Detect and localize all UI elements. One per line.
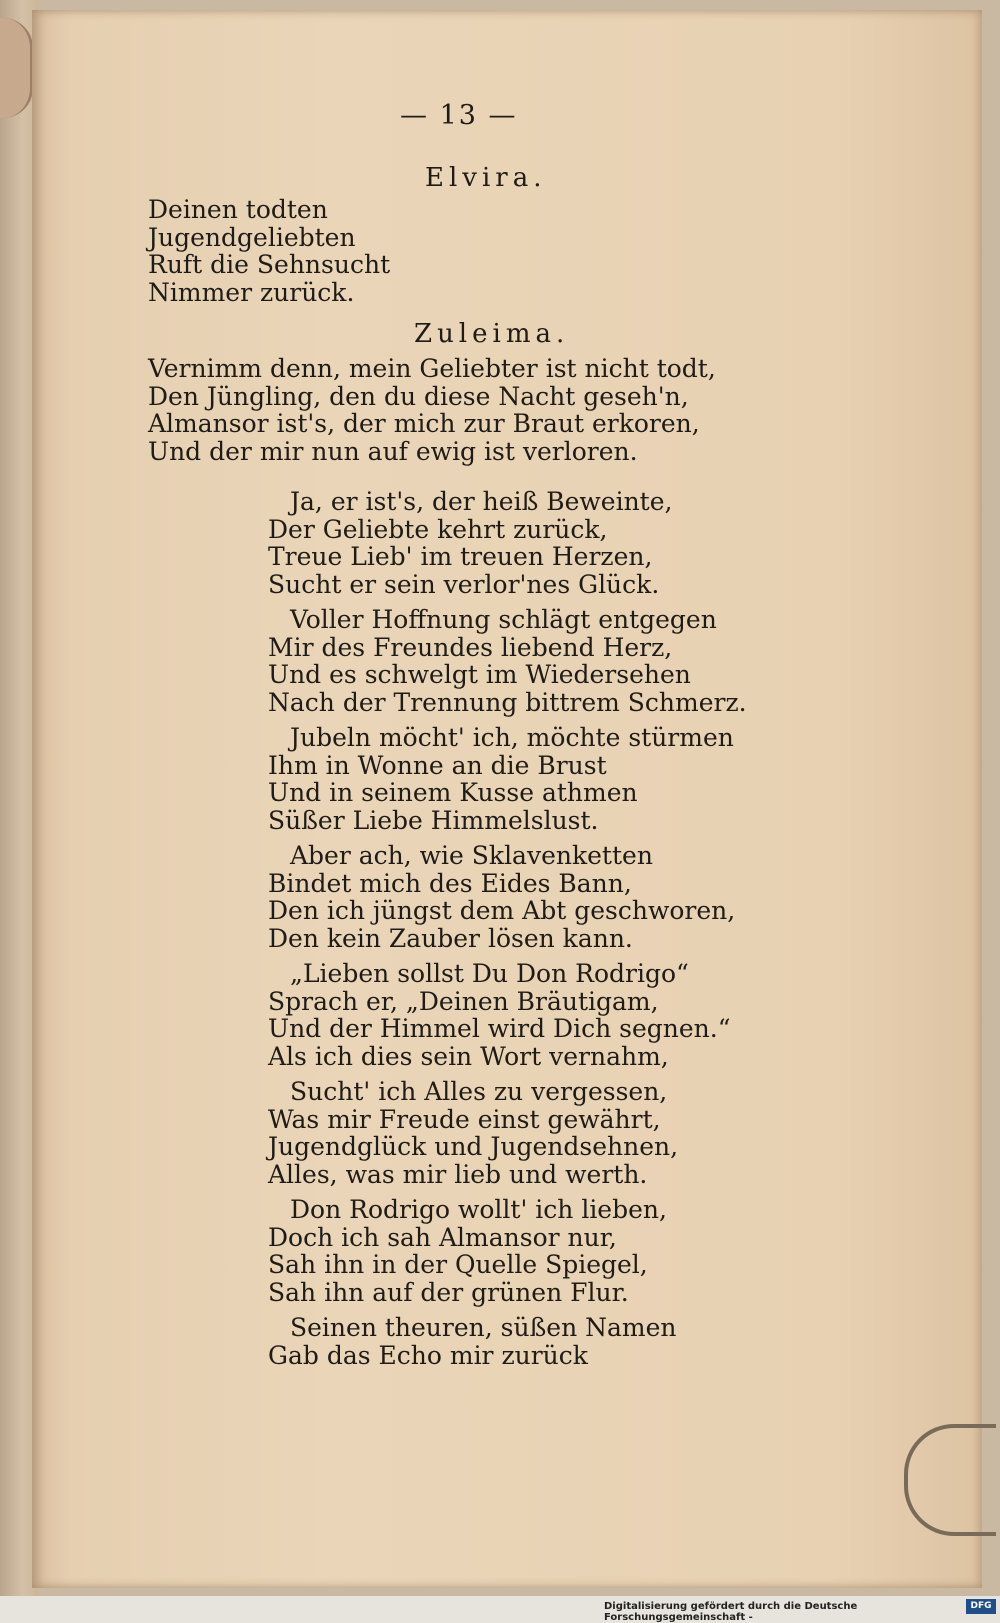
elvira-verse <box>148 196 390 306</box>
verse-line: Was mir Freude einst gewährt, <box>268 1104 661 1134</box>
verse-line: Und der Himmel wird Dich segnen.“ <box>268 1014 731 1043</box>
stanza <box>268 606 747 716</box>
verse-line: Jubeln möcht' ich, möchte stürmen <box>290 723 734 752</box>
verse-line: Doch ich sah Almansor nur, <box>268 1222 617 1252</box>
page-number: — 13 — <box>400 100 518 131</box>
speaker-heading-elvira: Elvira. <box>425 163 547 193</box>
verse-line: Sucht er sein verlor'nes Glück. <box>268 569 660 599</box>
stanza <box>268 842 735 952</box>
dfg-logo: DFG <box>966 1599 996 1614</box>
paper-clip <box>904 1424 996 1536</box>
verse-line: Jugendgeliebten <box>148 222 356 252</box>
verse-line: Treue Lieb' im treuen Herzen, <box>268 542 653 571</box>
stanza <box>268 488 672 598</box>
verse-line: Mir des Freundes liebend Herz, <box>268 632 673 662</box>
zuleima-intro-verse <box>148 355 716 465</box>
verse-line: Seinen theuren, süßen Namen <box>290 1313 677 1342</box>
stanza <box>268 1314 677 1369</box>
verse-line: Aber ach, wie Sklavenketten <box>290 841 653 870</box>
stanza <box>268 1196 667 1306</box>
stanza <box>268 1078 678 1188</box>
verse-line: Sah ihn in der Quelle Spiegel, <box>268 1250 648 1279</box>
verse-line: Bindet mich des Eides Bann, <box>268 868 632 898</box>
verse-line: Den ich jüngst dem Abt geschworen, <box>268 896 736 925</box>
verse-line: Sprach er, „Deinen Bräutigam, <box>268 986 659 1016</box>
verse-line: Alles, was mir lieb und werth. <box>268 1159 648 1189</box>
verse-line: Ja, er ist's, der heiß Beweinte, <box>290 487 673 516</box>
verse-line: Almansor ist's, der mich zur Braut erkoren, <box>148 409 700 438</box>
verse-line: Der Geliebte kehrt zurück, <box>268 514 608 544</box>
verse-line: Den Jüngling, den du diese Nacht geseh'n, <box>148 381 689 411</box>
verse-line: „Lieben sollst Du Don Rodrigo“ <box>290 959 689 988</box>
verse-line: Gab das Echo mir zurück <box>268 1340 588 1370</box>
verse-line: Vernimm denn, mein Geliebter ist nicht todt, <box>148 354 716 383</box>
verse-line: Und es schwelgt im Wiedersehen <box>268 660 691 689</box>
verse-line: Den kein Zauber lösen kann. <box>268 923 633 953</box>
verse-line: Nach der Trennung bittrem Schmerz. <box>268 687 747 717</box>
verse-line: Jugendglück und Jugendsehnen, <box>268 1132 679 1161</box>
digitization-credit: Digitalisierung gefördert durch die Deutsche Forschungsgemeinschaft - <box>604 1601 858 1623</box>
verse-line: Deinen todten <box>148 195 328 224</box>
stanza <box>268 960 731 1070</box>
verse-line: Sucht' ich Alles zu vergessen, <box>290 1077 668 1106</box>
verse-line: Don Rodrigo wollt' ich lieben, <box>290 1195 667 1224</box>
page-curl <box>0 18 33 118</box>
verse-line: Nimmer zurück. <box>148 277 355 307</box>
verse-line: Süßer Liebe Himmelslust. <box>268 805 599 835</box>
verse-line: Und in seinem Kusse athmen <box>268 778 638 807</box>
verse-line: Voller Hoffnung schlägt entgegen <box>290 605 717 634</box>
verse-line: Sah ihn auf der grünen Flur. <box>268 1277 629 1307</box>
stanza <box>268 724 734 834</box>
verse-line: Ruft die Sehnsucht <box>148 250 391 279</box>
speaker-heading-zuleima: Zuleima. <box>414 319 570 349</box>
verse-line: Ihm in Wonne an die Brust <box>268 750 607 780</box>
verse-line: Und der mir nun auf ewig ist verloren. <box>148 436 638 466</box>
verse-line: Als ich dies sein Wort vernahm, <box>268 1041 669 1071</box>
